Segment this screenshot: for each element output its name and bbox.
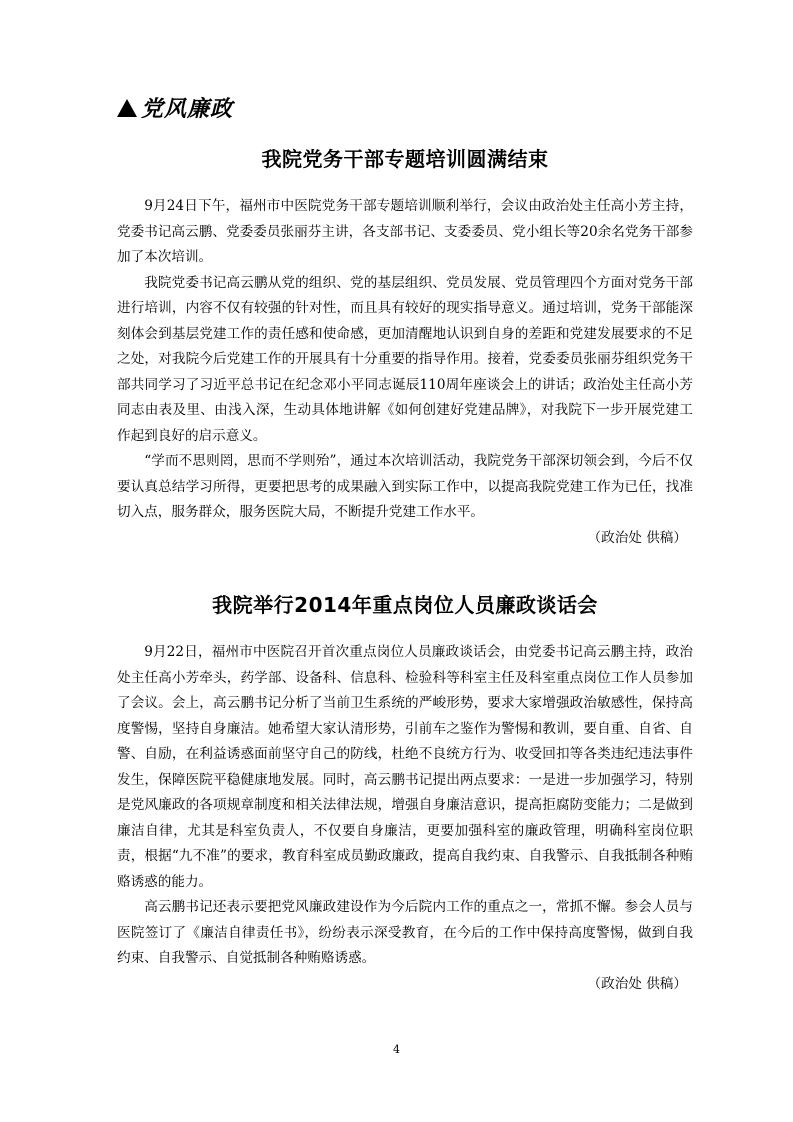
article-credit: （政治处 供稿）	[587, 529, 687, 546]
article-body	[117, 640, 693, 997]
section-heading	[117, 92, 233, 123]
article-training	[117, 144, 693, 551]
triangle-up-icon	[117, 99, 137, 117]
paragraph: “学而不思则罔，思而不学则殆”，通过本次培训活动，我院党务干部深切领会到，今后不仅要认真总结学习所得，更要把思考的成果融入到实际工作中，以提高我院党建工作为已任，找准切入点，服务群众，服务医院大局，不断提升党建工作水平。	[117, 453, 693, 520]
article-title: 我院举行2014年重点岗位人员廉政谈话会	[212, 593, 598, 617]
paragraph: 高云鹏书记还表示要把党风廉政建设作为今后院内工作的重点之一，常抓不懈。参会人员与医院签订了《廉洁自律责任书》，纷纷表示深受教育，在今后的工作中保持高度警惕，做到自我约束、自我警示、自觉抵制各种贿赂诱惑。	[117, 899, 693, 966]
article-title: 我院党务干部专题培训圆满结束	[261, 147, 549, 171]
article-body	[117, 194, 693, 551]
article-integrity-talk	[117, 590, 693, 997]
paragraph: 9月24日下午，福州市中医院党务干部专题培训顺利举行，会议由政治处主任高小芳主持，党委书记高云鹏、党委委员张丽芬主讲，各支部书记、支委委员、党小组长等20余名党务干部参加了本次培训。	[117, 198, 693, 265]
paragraph: 我院党委书记高云鹏从党的组织、党的基层组织、党员发展、党员管理四个方面对党务干部进行培训，内容不仅有较强的针对性，而且具有较好的现实指导意义。通过培训，党务干部能深刻体会到基层党建工作的责任感和使命感，更加清醒地认识到自身的差距和党建发展要求的不足之处，对我院今后党建工作的开展具有十分重要的指导作用。接着，党委委员张丽芬组织党务干部共同学习了习近平总书记在纪念邓小平同志诞辰110周年座谈会上的讲话；政治处主任高小芳同志由表及里、由浅入深，生动具体地讲解《如何创建好党建品牌》，对我院下一步开展党建工作起到良好的启示意义。	[117, 274, 693, 444]
article-credit: （政治处 供稿）	[587, 975, 687, 992]
page-number: 4	[393, 1043, 400, 1056]
paragraph: 9月22日，福州市中医院召开首次重点岗位人员廉政谈话会，由党委书记高云鹏主持，政治处主任高小芳牵头，药学部、设备科、信息科、检验科等科室主任及科室重点岗位工作人员参加了会议。会上，高云鹏书记分析了当前卫生系统的严峻形势，要求大家增强政治敏感性，保持高度警惕，坚持自身廉洁。她希望大家认清形势，引前车之鉴作为警惕和教训，要自重、自省、自警、自励，在利益诱惑面前坚守自己的防线，杜绝不良统方行为、收受回扣等各类违纪违法事件发生，保障医院平稳健康地发展。同时，高云鹏书记提出两点要求：一是进一步加强学习，特别是党风廉政的各项规章制度和相关法律法规，增强自身廉洁意识，提高拒腐防变能力；二是做到廉洁自律，尤其是科室负责人，不仅要自身廉洁，更要加强科室的廉政管理，明确科室岗位职责，根据“九不准”的要求，教育科室成员勤政廉政，提高自我约束、自我警示、自我抵制各种贿赂诱惑的能力。	[117, 644, 693, 890]
section-heading-text: 党风廉政	[141, 97, 234, 122]
